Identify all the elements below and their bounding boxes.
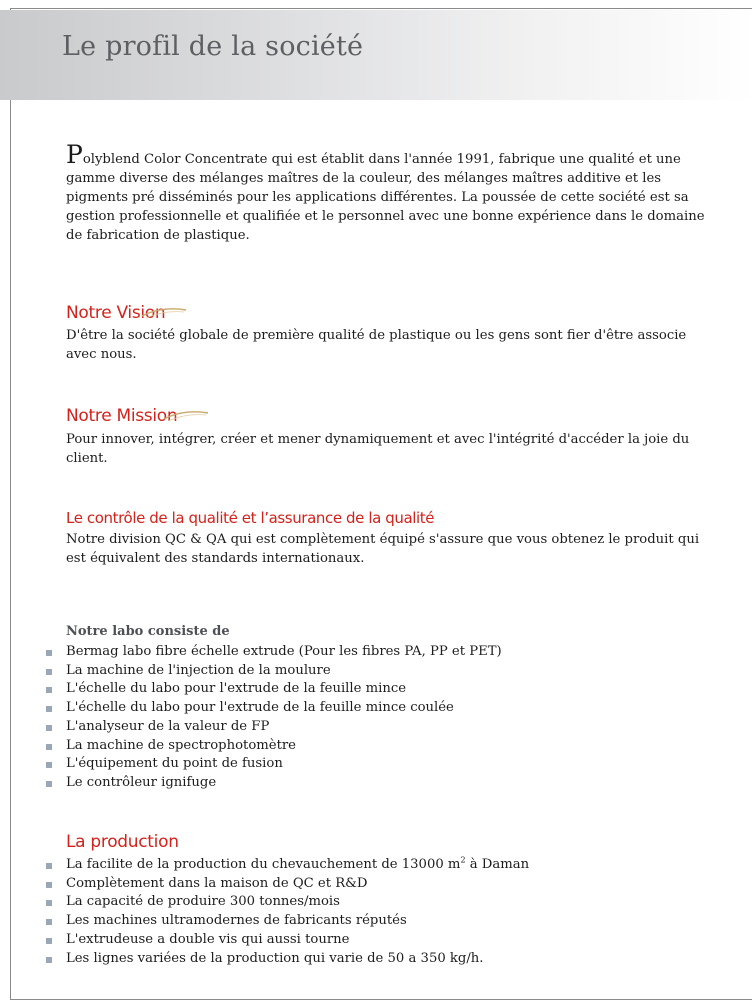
bullet-square-icon [46, 706, 52, 712]
bullet-square-icon [46, 863, 52, 869]
list-item: L'échelle du labo pour l'extrude de la feuille mince coulée [46, 699, 706, 718]
intro-paragraph [66, 140, 716, 245]
swoosh-icon [162, 403, 210, 425]
vision-heading-text: Notre Vision [66, 303, 166, 323]
bullet-square-icon [46, 938, 52, 944]
page-title: Le profil de la société [62, 31, 364, 62]
list-item: L'analyseur de la valeur de FP [46, 718, 706, 737]
intro-text: olyblend Color Concentrate qui est établit dans l'année 1991, fabrique une qualité et une gamme diverse des mélanges maîtres de la couleur, des mélanges maîtres additive et les pigments pré disséminés pour les applications différentes. La poussée de cette société est sa gestion professionnelle et qualifiée et le personnel avec une bonne expérience dans le domaine de fabrication de plastique. [66, 152, 705, 243]
list-item: L'échelle du labo pour l'extrude de la feuille mince [46, 680, 706, 699]
list-item: Les lignes variées de la production qui varie de 50 a 350 kg/h. [46, 950, 706, 969]
bullet-square-icon [46, 781, 52, 787]
bullet-square-icon [46, 919, 52, 925]
list-item: La capacité de produire 300 tonnes/mois [46, 893, 706, 912]
list-item: Les machines ultramodernes de fabricants réputés [46, 912, 706, 931]
list-item: Bermag labo fibre échelle extrude (Pour les fibres PA, PP et PET) [46, 643, 706, 662]
vision-heading [66, 303, 165, 323]
list-item: L'extrudeuse a double vis qui aussi tourne [46, 931, 706, 950]
list-item: Le contrôleur ignifuge [46, 774, 706, 793]
production-list [46, 856, 706, 968]
vision-text: D'être la société globale de première qualité de plastique ou les gens sont fier d'être associe avec nous. [66, 328, 687, 362]
quality-heading: Le contrôle de la qualité et l’assurance de la qualité [66, 509, 435, 527]
bullet-square-icon [46, 744, 52, 750]
bullet-square-icon [46, 762, 52, 768]
list-item: La facilite de la production du chevauchement de 13000 $m^2$ à Daman [46, 856, 706, 875]
labo-heading: Notre labo consiste de [66, 624, 230, 639]
bullet-square-icon [46, 725, 52, 731]
quality-text: Notre division QC & QA qui est complètement équipé s'assure que vous obtenez le produit qui est équivalent des standards internationaux. [66, 532, 700, 566]
bullet-square-icon [46, 650, 52, 656]
bullet-square-icon [46, 957, 52, 963]
bullet-square-icon [46, 882, 52, 888]
mission-heading [66, 406, 177, 426]
list-item: L'équipement du point de fusion [46, 755, 706, 774]
list-item: Complètement dans la maison de QC et R&D [46, 875, 706, 894]
bullet-square-icon [46, 900, 52, 906]
intro-dropcap: P [66, 140, 83, 169]
list-item: La machine de spectrophotomètre [46, 737, 706, 756]
mission-heading-text: Notre Mission [66, 406, 178, 426]
bullet-square-icon [46, 669, 52, 675]
bullet-square-icon [46, 687, 52, 693]
list-item: La machine de l'injection de la moulure [46, 662, 706, 681]
swoosh-icon [140, 300, 188, 322]
production-heading: La production [66, 832, 179, 852]
labo-list [46, 643, 706, 793]
mission-text: Pour innover, intégrer, créer et mener dynamiquement et avec l'intégrité d'accéder la joie du client. [66, 432, 690, 466]
